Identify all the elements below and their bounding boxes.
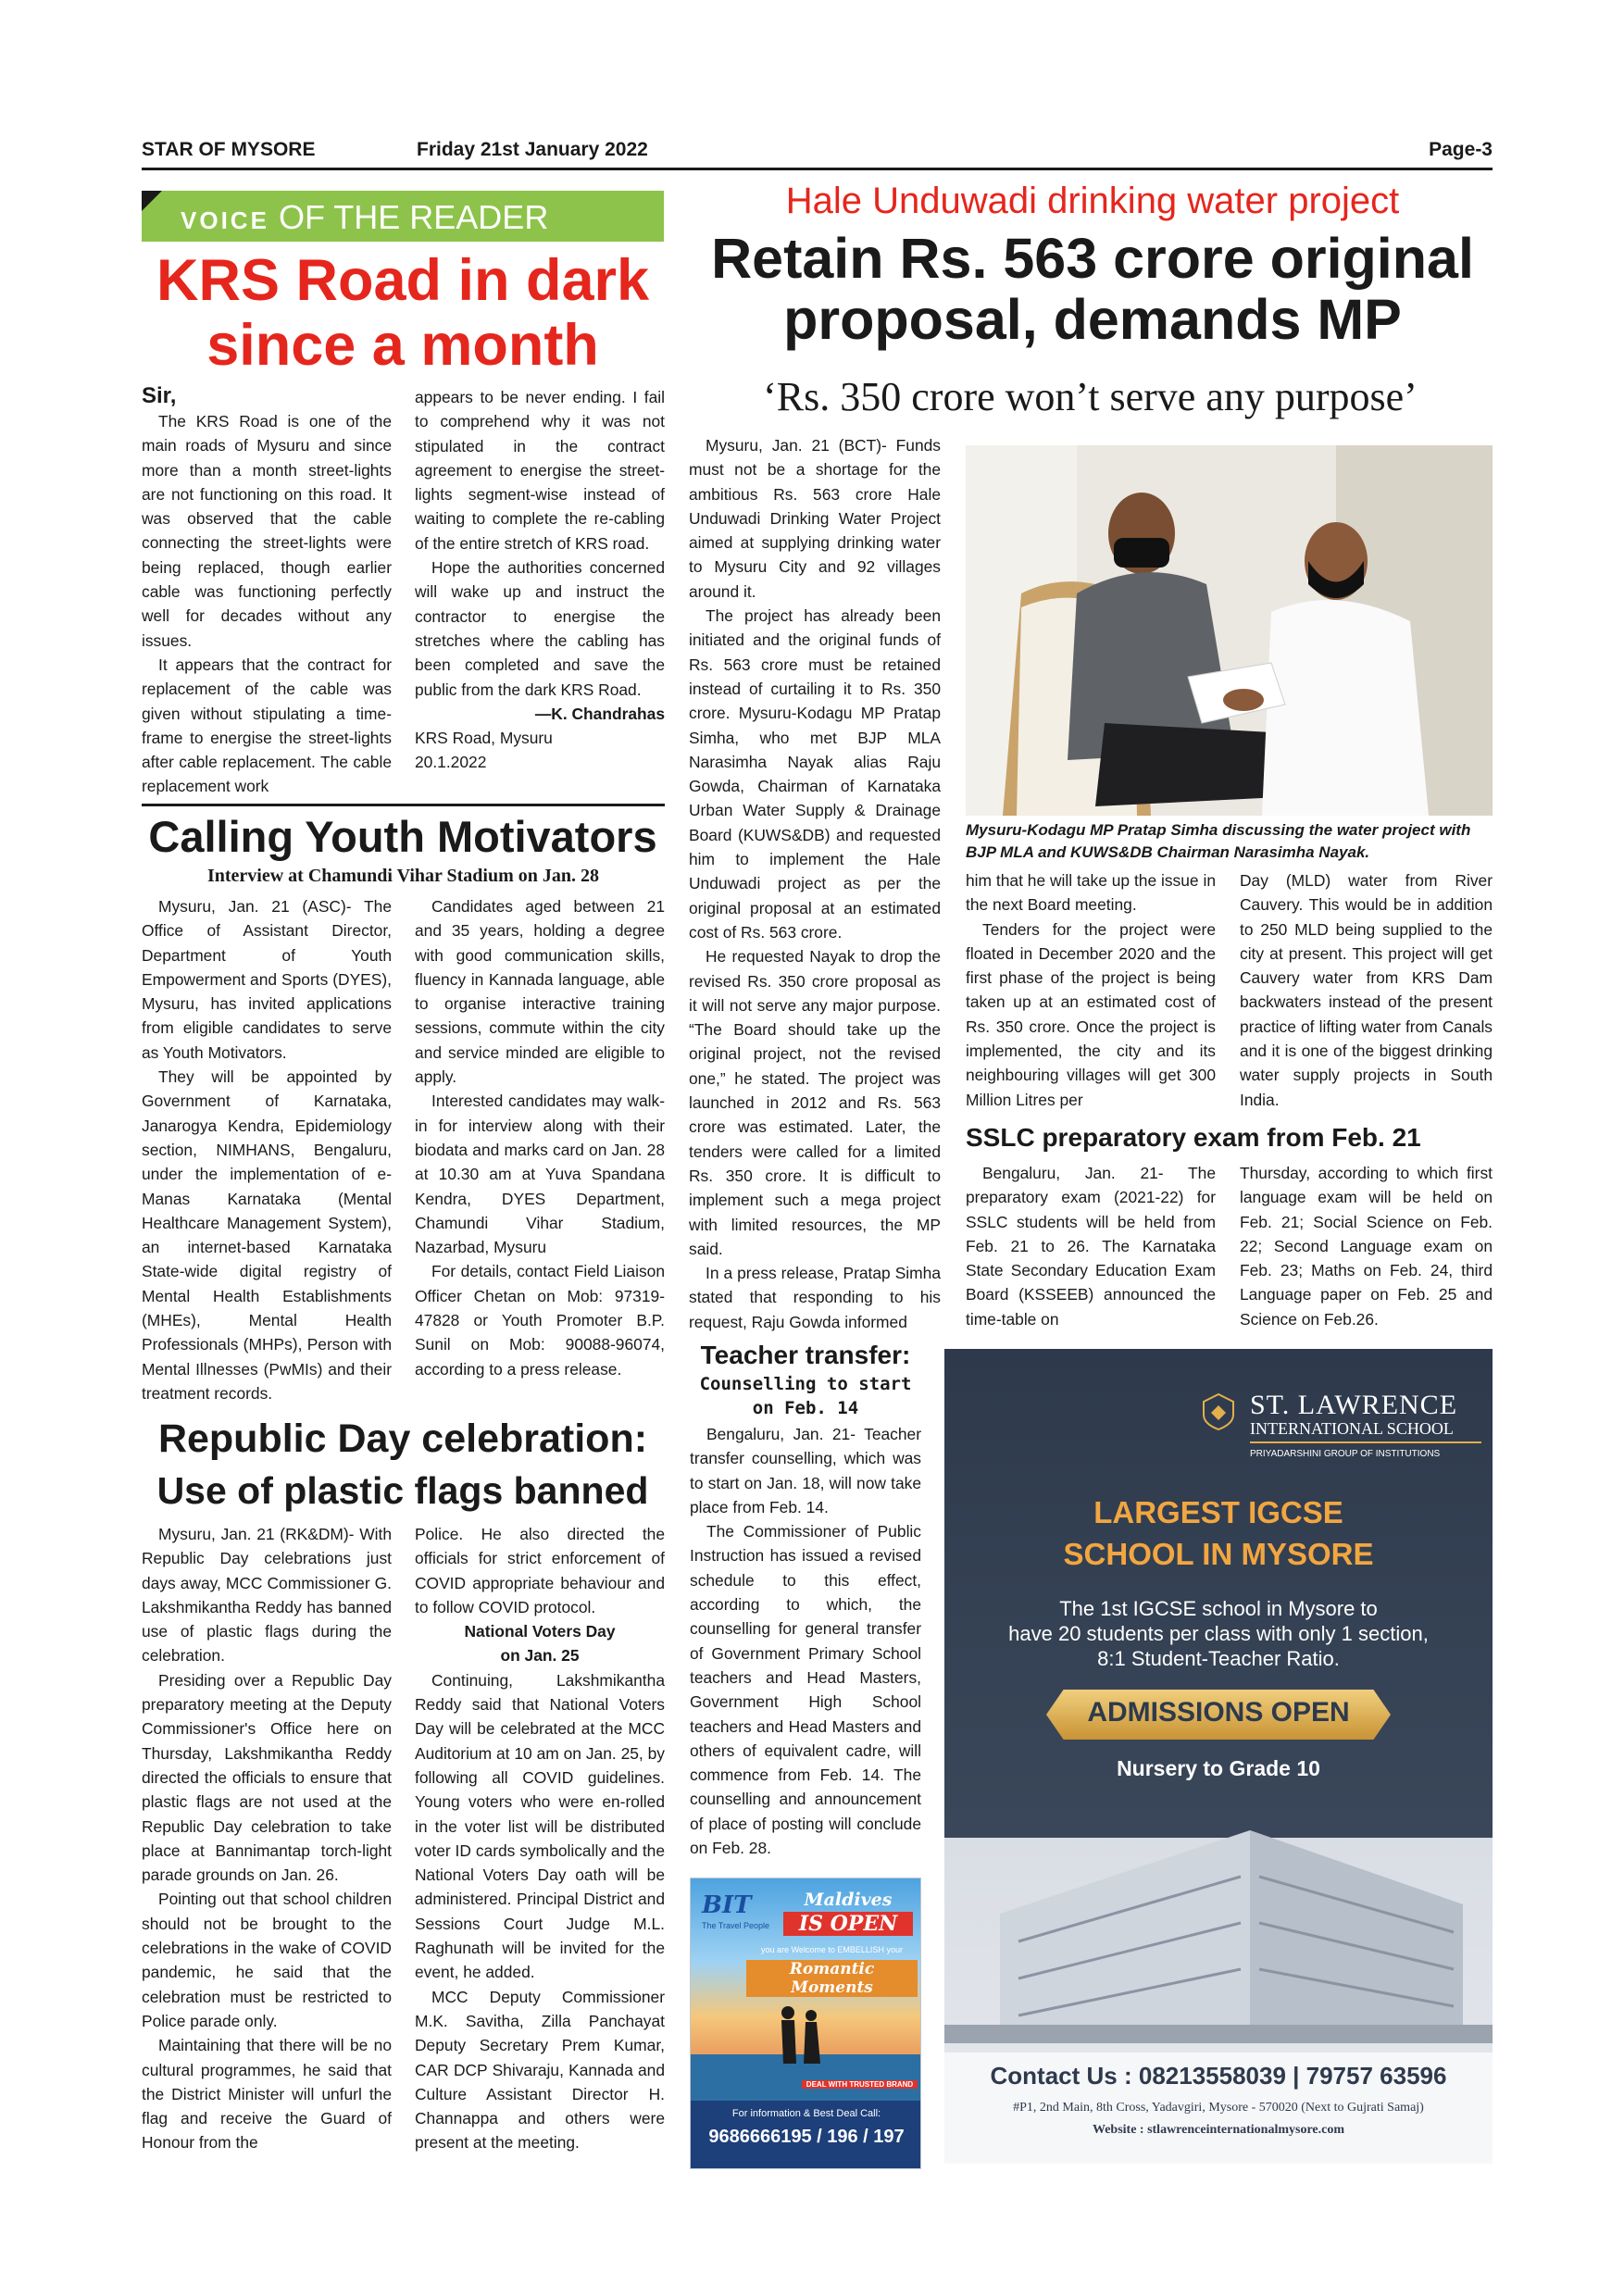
teacher-para: The Commissioner of Public Instruction has issued a revised schedule to this effect, according to which, the counselling for general transfer of Government Primary School teachers and Head Masters, Government High School teachers and Head Masters and others of equivalent cadre, will commence from Feb. 14. The counselling and announcement of place of posting will conclude on Feb. 28. [690,1522,921,1858]
water-para: him that he will take up the issue in the next Board meeting. [966,871,1216,915]
water-para: Day (MLD) water from River Cauvery. This would be in addition to 250 MLD being supplied to the city at present. This project will get Cauvery water from KRS Dam backwaters instead of the present practice of lifting water from Canals and it is one of the biggest drinking water supply projects in South India. [1240,871,1493,1109]
travel-brand-sub: The Travel People [702,1921,770,1930]
school-ad[interactable] [944,1349,1493,2164]
travel-line3: you are Welcome to EMBELLISH your [761,1945,903,1954]
republic-column-2 [415,1522,665,2155]
travel-ad[interactable] [690,1878,921,2169]
ad-body-3: 8:1 Student-Teacher Ratio. [1097,1647,1340,1670]
issue-date: Friday 21st January 2022 [417,139,648,160]
letter-signature: —K. Chandrahas [534,704,665,723]
ad-contact[interactable]: Contact Us : 08213558039 | 79757 63596 [990,2062,1447,2090]
voters-day-subhead-1: National Voters Day [464,1622,616,1641]
water-para: The project has already been initiated and the original funds of Rs. 563 crore must be retained instead of curtailing it to Rs. 350 crore. Mysuru-Kodagu MP Pratap Simha, who met BJP MLA Narasimha Nayak alias Raju Gowda, Chairman of Karnataka Urban Water Supply & Drainage Board (KUWS&DB) and requested him to implement the Hale Unduwadi project as per the original proposal at an estimated cost of Rs. 563 crore. [689,606,941,942]
voice-corner-flag [142,191,162,211]
water-headline-line2: proposal, demands MP [783,288,1402,351]
republic-subheadline: Use of plastic flags banned [156,1469,649,1512]
sslc-column-1 [966,1161,1216,1331]
republic-para: Police. He also directed the officials for strict enforcement of COVID appropriate behaviour and to follow COVID protocol. [415,1525,665,1616]
travel-line1: Maldives [804,1890,893,1910]
letter-para: It appears that the contract for replacement of the cable was given without stipulating a time-frame to energise the street-lights after cable replacement. The cable replacement work [142,655,392,796]
school-group: PRIYADARSHINI GROUP OF INSTITUTIONS [1250,1449,1441,1459]
voice-kicker-rest: OF THE READER [278,198,549,236]
travel-brand: BIT [702,1891,752,1919]
ad-website[interactable]: Website : stlawrenceinternationalmysore.com [1092,2123,1345,2137]
travel-line2: IS OPEN [783,1912,913,1936]
republic-headline: Republic Day celebration: [157,1416,648,1461]
voice-column-2 [415,385,665,775]
ad-grades: Nursery to Grade 10 [1117,1756,1320,1780]
admissions-banner-label: ADMISSIONS OPEN [1087,1697,1350,1728]
youth-para: Candidates aged between 21 and 35 years, holding a degree with good communication skills, fluency in Kannada language, able to organise interactive training sessions, commute within the city and service minded are eligible to apply. [415,897,665,1087]
water-headline [683,228,1502,350]
travel-info: For information & Best Deal Call: [731,2108,881,2119]
news-photo [966,445,1493,816]
republic-para: Continuing, Lakshmikantha Reddy said that National Voters Day will be celebrated at the MCC Auditorium at 10 am on Jan. 25, by following all COVID guidelines. Young voters who were en-rolled in the voter list will be distributed voter ID cards symbolically and the National Voters Day oath will be administered. Principal District and Sessions Court Judge M.L. Raghunath will be invited for the event, he added. [415,1670,665,1982]
republic-column-1 [142,1522,392,2155]
ad-body-1: The 1st IGCSE school in Mysore to [1059,1597,1378,1620]
sslc-column-2 [1240,1161,1493,1331]
section-rule [142,804,665,806]
teacher-headline: Teacher transfer: [700,1341,911,1369]
youth-subhead: Interview at Chamundi Vihar Stadium on Jan. 28 [206,866,600,886]
water-kicker: Hale Unduwadi drinking water project [785,181,1400,221]
republic-para: Presiding over a Republic Day preparatory meeting at the Deputy Commissioner's Office here on Thursday, Lakshmikantha Reddy directed the officials to ensure that plastic flags are not used at the Republic Day celebration to take place at Bannimantap torch-light parade grounds on Jan. 26. [142,1670,392,1885]
youth-para: For details, contact Field Liaison Officer Chetan on Mob: 97319-47828 or Youth Promoter B.P. Sunil on Mob: 90088-96074, according to a press release. [415,1262,665,1379]
school-divider [1250,1441,1481,1443]
ad-address: #P1, 2nd Main, 8th Cross, Yadavgiri, Mysore - 570020 (Next to Gujrati Samaj) [1013,2101,1424,2115]
water-para: He requested Nayak to drop the revised Rs. 350 crore proposal as it will not serve any major purpose. “The Board should take up the original project, not the revised one,” he stated. The project was launched in 2012 and Rs. 563 crore was estimated. Later, the tenders were called for a limited Rs. 350 crore. It is difficult to implement such a mega project with limited resources, the MP said. [689,947,941,1258]
photo-illustration [966,445,1493,816]
voice-kicker [181,198,548,237]
letter-date: 20.1.2022 [415,753,487,772]
youth-column-2 [415,894,665,1381]
water-column-2 [966,868,1216,1112]
voters-day-subhead-2: on Jan. 25 [500,1646,580,1666]
voice-headline-line1: KRS Road in dark [156,248,650,313]
youth-column-1 [142,894,392,1405]
water-column-1 [689,433,941,1334]
water-headline-line1: Retain Rs. 563 crore original [711,227,1474,290]
paper-name: STAR OF MYSORE [142,139,316,160]
letter-para: appears to be never ending. I fail to comprehend why it was not stipulated in the contract agreement to energise the street-lights segment-wise instead of waiting to complete the re-cabling of the entire stretch of KRS road. [415,388,665,553]
teacher-column [690,1422,921,1860]
republic-para: MCC Deputy Commissioner M.K. Savitha, Zilla Panchayat Deputy Secretary Prem Kumar, CAR DCP Shivaraju, Kannada and Culture Assistant Director H. Channappa and others were present at the meeting. [415,1987,665,2152]
school-building-illustration [944,1803,1493,2043]
travel-phone[interactable]: 9686666195 / 196 / 197 [708,2127,905,2147]
letter-address: KRS Road, Mysuru [415,729,553,748]
letter-para: The KRS Road is one of the main roads of Mysuru and since more than a month street-lights are not functioning on this road. It was observed that the cable connecting the street-lights were being replaced, though earlier cable was functioning perfectly well for decades without any issues. [142,412,392,650]
teacher-para: Bengaluru, Jan. 21- Teacher transfer counselling, which was to start on Jan. 18, will now take place from Feb. 14. [690,1425,921,1516]
voice-kicker-bold: VOICE [181,206,269,234]
republic-para: Maintaining that there will be no cultural programmes, he said that the District Minister will unfurl the flag and receive the Guard of Honour from the [142,2036,392,2152]
voice-headline [137,248,668,378]
sslc-para: Thursday, according to which first language exam will be held on Feb. 21; Social Science on Feb. 22; Second Language exam on Feb. 23; Maths on Feb. 24, third Language paper on Feb. 25 and Science on Feb.26. [1240,1164,1493,1329]
voice-column-1 [142,383,392,799]
voice-headline-line2: since a month [206,313,599,378]
water-column-3 [1240,868,1493,1112]
school-name: ST. LAWRENCE [1250,1390,1458,1420]
water-para: Mysuru, Jan. 21 (BCT)- Funds must not be a shortage for the ambitious Rs. 563 crore Hale Unduwadi Drinking Water Project aimed at supplying drinking water to Mysuru City and 92 villages around it. [689,436,941,601]
teacher-subhead [690,1372,921,1420]
travel-tag: DEAL WITH TRUSTED BRAND [802,2080,918,2089]
republic-para: Mysuru, Jan. 21 (RK&DM)- With Republic Day celebrations just days away, MCC Commissioner G. Lakshmikantha Reddy has banned use of plastic flags during the celebration. [142,1525,392,1666]
photo-caption: Mysuru-Kodagu MP Pratap Simha discussing the water project with BJP MLA and KUWS&DB Chairman Narasimha Nayak. [966,821,1471,861]
sslc-para: Bengaluru, Jan. 21- The preparatory exam (2021-22) for SSLC students will be held from Feb. 21 to 26. The Karnataka State Secondary Education Exam Board (KSSEEB) announced the time-table on [966,1164,1216,1329]
school-crest-icon [1198,1391,1239,1431]
ad-body-2: have 20 students per class with only 1 section, [1008,1622,1429,1645]
ad-headline-1: LARGEST IGCSE [1093,1495,1343,1529]
youth-para: They will be appointed by Government of Karnataka, Janarogya Kendra, Epidemiology section, NIMHANS, Bengaluru, under the implementation of e-Manas Karnataka (Mental Healthcare Management System), an internet-based Karnataka State-wide digital registry of Mental Health Establishments (MHEs), Mental Health Professionals (MHPs), Person with Mental Illnesses (PwMIs) and their treatment records. [142,1067,392,1403]
page-number: Page-3 [1429,139,1493,160]
youth-para: Interested candidates may walk-in for interview along with their biodata and marks card on Jan. 28 at 10.30 am at Yuva Spandana Kendra, DYES Department, Chamundi Vihar Stadium, Nazarbad, Mysuru [415,1092,665,1257]
water-deck: ‘Rs. 350 crore won’t serve any purpose’ [763,374,1418,419]
letter-salutation: Sir, [142,383,177,408]
teacher-subhead-1: Counselling to start [699,1374,912,1394]
teacher-subhead-2: on Feb. 14 [752,1398,859,1418]
youth-headline: Calling Youth Motivators [148,812,657,861]
ad-headline-2: SCHOOL IN MYSORE [1063,1537,1374,1571]
letter-para: Hope the authorities concerned will wake up and instruct the contractor to energise the stretches where the cabling has been completed and save the public from the dark KRS Road. [415,558,665,699]
sslc-headline: SSLC preparatory exam from Feb. 21 [966,1123,1421,1152]
youth-para: Mysuru, Jan. 21 (ASC)- The Office of Assistant Director, Department of Youth Empowerment and Sports (DYES), Mysuru, has invited applications from eligible candidates to serve as Youth Motivators. [142,897,392,1062]
water-para: In a press release, Pratap Simha stated that responding to his request, Raju Gowda informed [689,1264,941,1331]
travel-line4: Romantic Moments [746,1960,918,1997]
water-para: Tenders for the project were floated in December 2020 and the first phase of the project is being taken up at an estimated cost of Rs. 350 crore. Once the project is implemented, the city and its neighbouring villages will get 300 Million Litres per [966,919,1216,1109]
republic-para: Pointing out that school children should not be brought to the celebrations in the wake of COVID pandemic, he said that the celebration must be restricted to Police parade only. [142,1890,392,2030]
masthead-rule [142,168,1493,170]
school-name-2: INTERNATIONAL SCHOOL [1250,1419,1454,1438]
